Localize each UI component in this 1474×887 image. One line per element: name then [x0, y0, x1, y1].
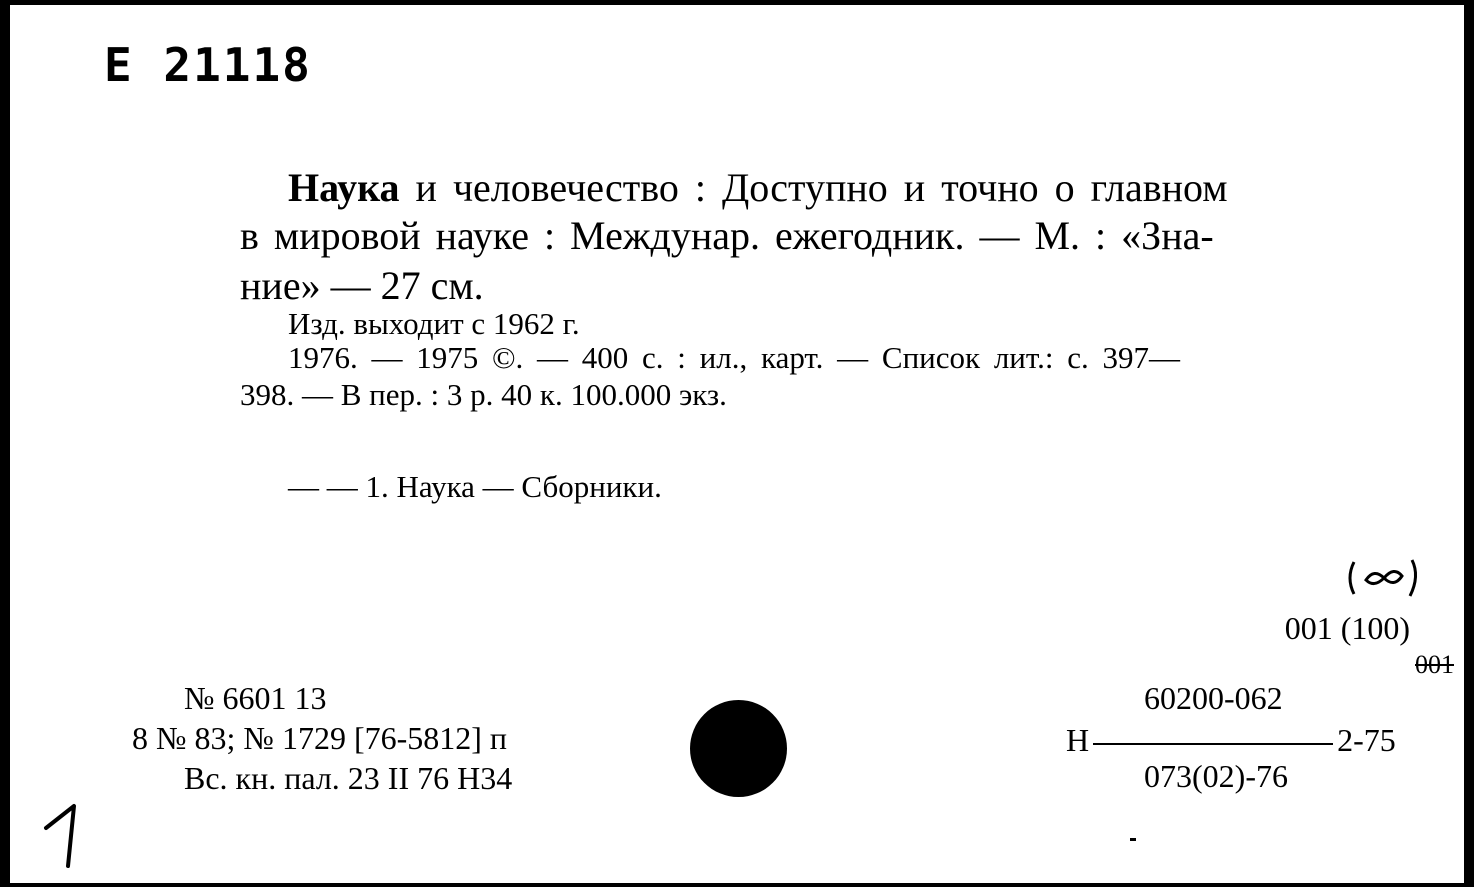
handwritten-infinity-mark — [1344, 558, 1422, 598]
entry-line-3: ние» — 27 см. — [240, 263, 484, 308]
publication-note: Изд. выходит с 1962 г. — [288, 306, 580, 341]
bbk-numerator: 60200-062 — [1144, 680, 1283, 716]
bbk-denominator: 073(02)-76 — [1144, 758, 1288, 794]
crossed-out-code: 001 — [1415, 650, 1454, 679]
ink-speck — [1130, 838, 1136, 841]
call-number: Е 21118 — [104, 38, 312, 92]
card-edge-top — [10, 0, 1474, 5]
price-and-print-run: 398. — В пер. : 3 р. 40 к. 100.000 экз. — [240, 377, 727, 412]
title-heading: Наука — [288, 165, 400, 210]
bbk-fraction-row — [1066, 720, 1396, 760]
stats-line-1: № 6601 13 — [184, 680, 327, 716]
entry-line-2: в мировой науке : Междунар. ежегодник. — М. : «Зна- — [240, 213, 1214, 258]
handwritten-number-1 — [36, 800, 96, 870]
card-edge-right — [1464, 0, 1474, 887]
volume-description: 1976. — 1975 ©. — 400 с. : ил., карт. — Список лит.: с. 397— — [288, 340, 1180, 375]
punch-hole — [690, 700, 787, 797]
printing-statistics — [132, 678, 512, 798]
card-edge-bottom — [0, 883, 1474, 887]
entry-line-1 — [288, 164, 1228, 211]
stats-line-3: Вс. кн. пал. 23 II 76 Н34 — [184, 760, 513, 796]
stats-line-2: 8 № 83; № 1729 [76-5812] п — [132, 720, 508, 756]
classification-code: 001 (100) — [1284, 610, 1410, 646]
title-rest: и человечество : Доступно и точно о главном — [399, 165, 1228, 210]
fraction-bar — [1093, 743, 1333, 745]
bbk-prefix: Н — [1066, 722, 1090, 758]
bbk-suffix: 2-75 — [1337, 722, 1396, 758]
subject-heading: — — 1. Наука — Сборники. — [288, 469, 662, 504]
card-edge-left — [0, 0, 10, 887]
